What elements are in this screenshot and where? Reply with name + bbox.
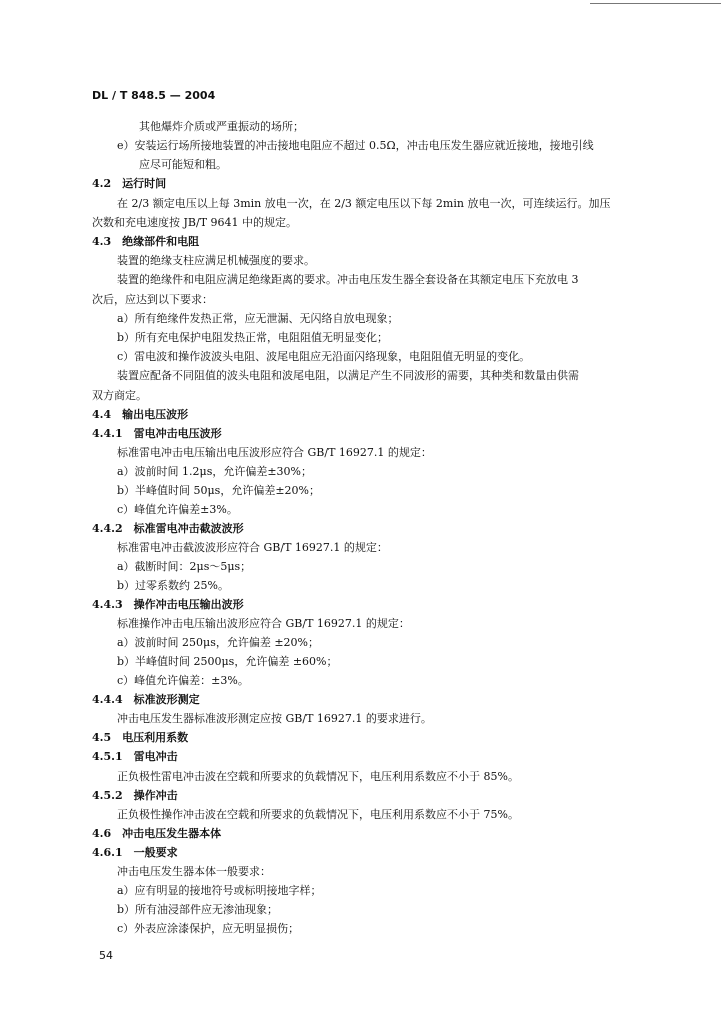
paragraph-line: 冲击电压发生器标准波形测定应按 GB/T 16927.1 的要求进行。 — [117, 712, 432, 725]
page-header: DL / T 848.5 — 2004 — [92, 89, 216, 102]
list-item: e）安装运行场所接地装置的冲击接地电阻应不超过 0.5Ω，冲击电压发生器应就近接地，接地引线 — [117, 139, 594, 152]
paragraph-line: 次后，应达到以下要求： — [92, 293, 213, 306]
subsection-heading: 4.4.3 操作冲击电压输出波形 — [92, 598, 244, 611]
subsection-heading: 4.4.4 标准波形测定 — [92, 693, 200, 706]
paragraph-line: 装置的绝缘件和电阻应满足绝缘距离的要求。冲击电压发生器全套设备在其额定电压下充放电 3 — [117, 273, 579, 286]
paragraph-line: 标准雷电冲击电压输出电压波形应符合 GB/T 16927.1 的规定： — [117, 446, 432, 459]
paragraph-line: 双方商定。 — [92, 389, 147, 402]
list-item: b）半峰值时间 2500μs，允许偏差 ±60%； — [117, 655, 338, 668]
section-heading: 4.4 输出电压波形 — [92, 408, 189, 421]
section-heading: 4.6 冲击电压发生器本体 — [92, 827, 222, 840]
subsection-heading: 4.5.2 操作冲击 — [92, 789, 178, 802]
list-item: c）雷电波和操作波波头电阻、波尾电阻应无沿面闪络现象，电阻阻值无明显的变化。 — [117, 350, 531, 363]
paragraph-line: 次数和充电速度按 JB/T 9641 中的规定。 — [92, 216, 298, 229]
text-line: 其他爆炸介质或严重振动的场所； — [139, 120, 304, 133]
paragraph-line: 装置应配备不同阻值的波头电阻和波尾电阻，以满足产生不同波形的需要，其种类和数量由供需 — [117, 369, 579, 382]
list-item: b）过零系数约 25%。 — [117, 579, 229, 592]
subsection-heading: 4.6.1 一般要求 — [92, 846, 178, 859]
page-number: 54 — [99, 949, 113, 962]
list-item: b）所有充电保护电阻发热正常，电阻阻值无明显变化； — [117, 331, 389, 344]
section-heading: 4.5 电压利用系数 — [92, 731, 189, 744]
list-item: c）峰值允许偏差±3%。 — [117, 503, 238, 516]
list-item: a）波前时间 250μs，允许偏差 ±20%； — [117, 636, 320, 649]
list-item: c）外表应涂漆保护，应无明显损伤； — [117, 922, 300, 935]
text-line: 应尽可能短和粗。 — [139, 158, 227, 171]
section-heading: 4.3 绝缘部件和电阻 — [92, 235, 200, 248]
list-item: a）应有明显的接地符号或标明接地字样； — [117, 884, 322, 897]
section-heading: 4.2 运行时间 — [92, 177, 167, 190]
paragraph-line: 在 2/3 额定电压以上每 3min 放电一次，在 2/3 额定电压以下每 2min 放电一次，可连续运行。加压 — [117, 197, 611, 210]
list-item: b）半峰值时间 50μs，允许偏差±20%； — [117, 484, 320, 497]
list-item: c）峰值允许偏差：±3%。 — [117, 674, 249, 687]
subsection-heading: 4.4.1 雷电冲击电压波形 — [92, 427, 222, 440]
list-item: a）截断时间：2μs～5μs； — [117, 560, 252, 573]
paragraph-line: 冲击电压发生器本体一般要求： — [117, 865, 271, 878]
paragraph-line: 标准操作冲击电压输出波形应符合 GB/T 16927.1 的规定： — [117, 617, 410, 630]
paragraph-line: 装置的绝缘支柱应满足机械强度的要求。 — [117, 254, 315, 267]
paragraph-line: 标准雷电冲击截波波形应符合 GB/T 16927.1 的规定： — [117, 541, 388, 554]
scan-edge-line — [590, 3, 721, 4]
subsection-heading: 4.4.2 标准雷电冲击截波波形 — [92, 522, 244, 535]
paragraph-line: 正负极性雷电冲击波在空载和所要求的负载情况下，电压利用系数应不小于 85%。 — [117, 770, 519, 783]
list-item: b）所有油浸部件应无渗油现象； — [117, 903, 279, 916]
list-item: a）波前时间 1.2μs，允许偏差±30%； — [117, 465, 313, 478]
subsection-heading: 4.5.1 雷电冲击 — [92, 750, 178, 763]
paragraph-line: 正负极性操作冲击波在空载和所要求的负载情况下，电压利用系数应不小于 75%。 — [117, 808, 519, 821]
list-item: a）所有绝缘件发热正常，应无泄漏、无闪络自放电现象； — [117, 312, 399, 325]
